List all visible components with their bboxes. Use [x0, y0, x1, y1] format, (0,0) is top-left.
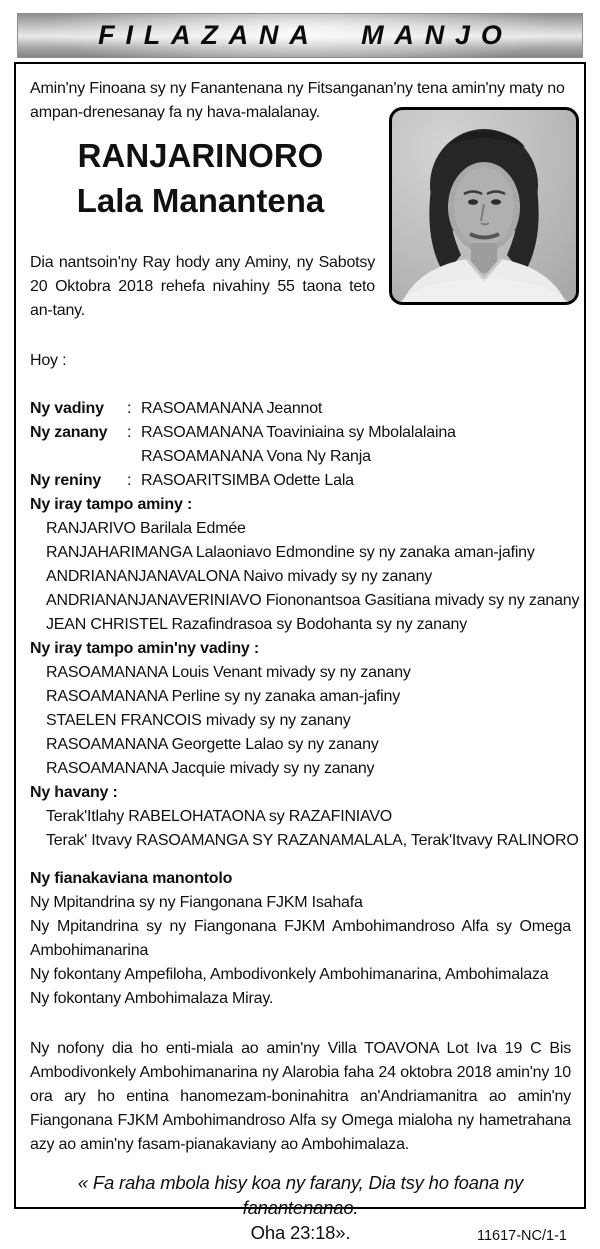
relative-label: Ny vadiny	[30, 400, 104, 417]
relative-value: RASOAMANANA Jeannot	[141, 400, 323, 417]
notice-reference-number: 11617-NC/1-1	[476, 1228, 567, 1244]
community-header: Ny fianakaviana manontolo	[30, 870, 233, 887]
deceased-portrait-photo	[389, 107, 579, 305]
section-item: JEAN CHRISTEL Razafindrasoa sy Bodohanta sy ny zanany	[46, 616, 468, 633]
section-item: RANJARIVO Barilala Edmée	[46, 520, 246, 537]
relative-colon: :	[127, 400, 132, 417]
relative-label	[30, 445, 127, 469]
section-header-spouse-siblings: Ny iray tampo amin'ny vadiny :	[30, 640, 259, 657]
relative-colon: :	[127, 424, 132, 441]
section-header-kin: Ny havany :	[30, 784, 118, 801]
intro-paragraph: Amin'ny Finoana sy ny Fanantenana ny Fitsanganan'ny tena amin'ny maty no ampan-drenesanay fa ny hava-malalanay.	[30, 80, 565, 121]
relative-value: RASOARITSIMBA Odette Lala	[141, 472, 354, 489]
bible-verse-text: « Fa raha mbola hisy koa ny farany, Dia tsy ho foana ny fanantenanao.	[77, 1172, 524, 1218]
section-item: ANDRIANANJANAVERINIAVO Fiononantsoa Gasitiana mivady sy ny zanany	[46, 592, 580, 609]
community-line: Ny Mpitandrina sy ny Fiangonana FJKM Isahafa	[30, 894, 363, 911]
section-item: ANDRIANANJANAVALONA Naivo mivady sy ny zanany	[46, 568, 433, 585]
funeral-arrangements-paragraph: Ny nofony dia ho enti-miala ao amin'ny Villa TOAVONA Lot Iva 19 C Bis Ambodivonkely Ambohimanarina ny Alarobia faha 24 oktobra 2018 amin'ny 10 ora ary ho entina hanomezam-boninahitra an'Andriamanitra ao amin'ny Fiangonana FJKM Ambohimandroso Alfa sy Omega mialoha ny hametrahana azy ao amin'ny fasam-pianakaviany ao Ambohimalaza.	[30, 1040, 571, 1153]
deceased-name	[30, 133, 371, 223]
relative-colon: :	[127, 472, 132, 489]
bible-verse-citation: Oha 23:18».	[250, 1222, 351, 1243]
community-list	[30, 867, 571, 1011]
relative-value: RASOAMANANA Toaviniaina sy Mbolalalaina	[141, 424, 456, 441]
section-item: RANJAHARIMANGA Lalaoniavo Edmondine sy ny zanaka aman-jafiny	[46, 544, 535, 561]
section-item: RASOAMANANA Georgette Lalao sy ny zanany	[46, 736, 379, 753]
deceased-name-line1: RANJARINORO	[77, 137, 324, 174]
death-announcement-paragraph: Dia nantsoin'ny Ray hody any Aminy, ny Sabotsy 20 Oktobra 2018 rehefa nivahiny 55 taona teto an-tany.	[30, 254, 375, 319]
community-line: Ny fokontany Ampefiloha, Ambodivonkely Ambohimanarina, Ambohimalaza	[30, 966, 549, 983]
relative-colon	[127, 445, 141, 469]
section-item: Terak'Itlahy RABELOHATAONA sy RAZAFINIAVO	[46, 808, 393, 825]
section-item: RASOAMANANA Louis Venant mivady sy ny zanany	[46, 664, 411, 681]
relative-row	[30, 445, 571, 469]
relatives-list	[30, 397, 580, 853]
footer	[30, 1170, 571, 1245]
deceased-name-line2: Lala Manantena	[76, 182, 325, 219]
section-item: RASOAMANANA Perline sy ny zanaka aman-jafiny	[46, 688, 401, 705]
section-header-siblings: Ny iray tampo aminy :	[30, 496, 193, 513]
notice-box	[14, 62, 586, 1244]
relative-label: Ny zanany	[30, 424, 108, 441]
relative-row	[30, 469, 571, 493]
relative-row	[30, 421, 571, 445]
relative-value: RASOAMANANA Vona Ny Ranja	[141, 448, 371, 465]
portrait-illustration	[389, 107, 579, 305]
bible-verse-citation-row	[30, 1220, 571, 1245]
section-item: STAELEN FRANCOIS mivady sy ny zanany	[46, 712, 351, 729]
community-line: Ny Mpitandrina sy ny Fiangonana FJKM Ambohimandroso Alfa sy Omega Ambohimanarina	[30, 918, 571, 959]
masthead-bar	[17, 13, 583, 58]
masthead-title: FILAZANA MANJO	[98, 20, 513, 50]
hoy-label: Hoy :	[30, 352, 67, 369]
relative-row	[30, 397, 571, 421]
community-line: Ny fokontany Ambohimalaza Miray.	[30, 990, 274, 1007]
section-item: Terak' Itvavy RASOAMANGA SY RAZANAMALALA, Terak'Itvavy RALINORO	[46, 832, 579, 849]
relative-label: Ny reniny	[30, 472, 102, 489]
section-item: RASOAMANANA Jacquie mivady sy ny zanany	[46, 760, 375, 777]
